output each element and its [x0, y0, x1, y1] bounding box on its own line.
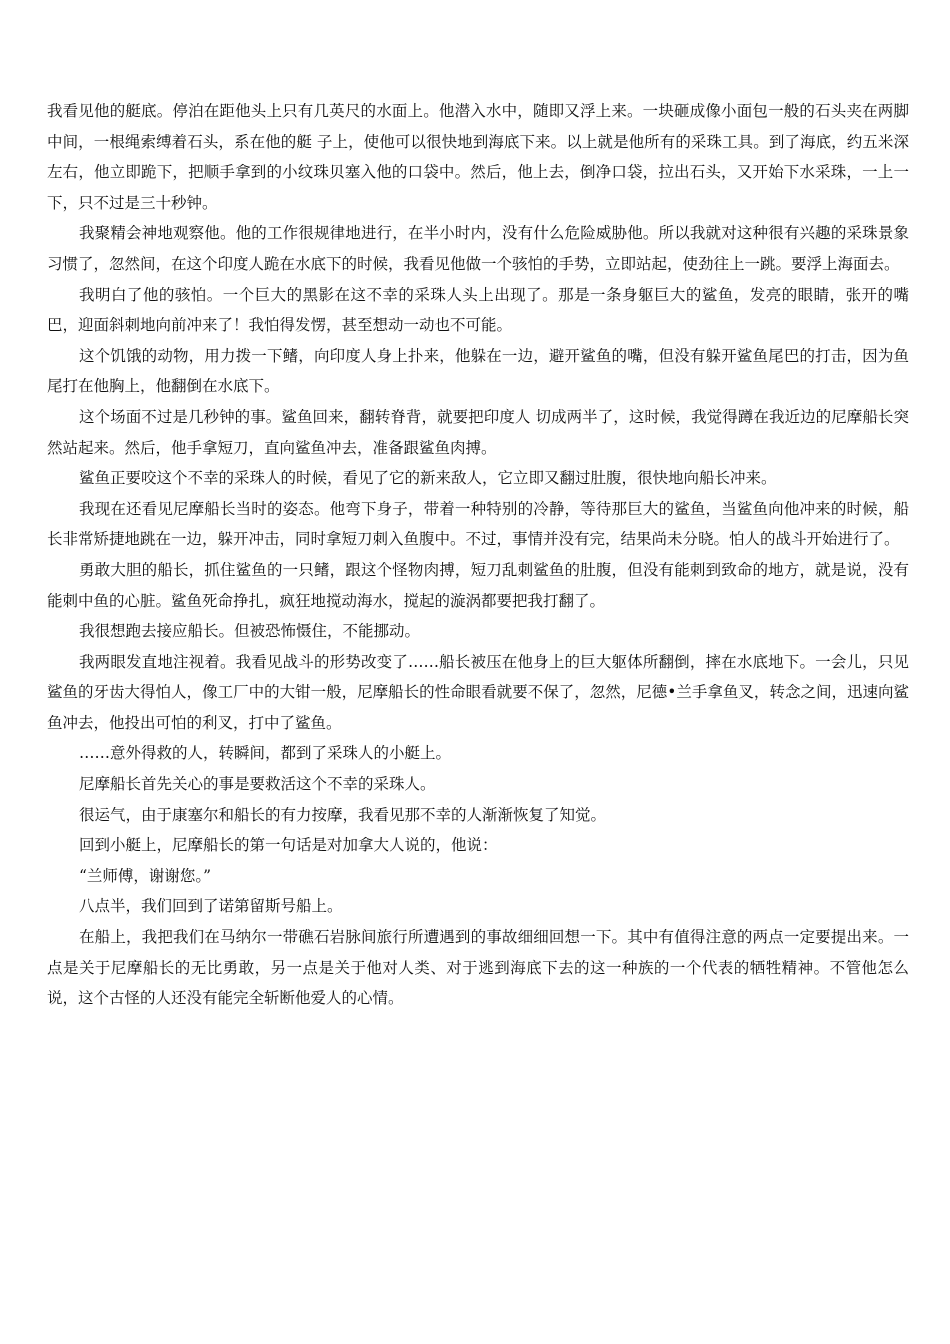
paragraph-10: 我两眼发直地注视着。我看见战斗的形势改变了……船长被压在他身上的巨大躯体所翻倒，摔在水底地下。一会儿，只见鲨鱼的牙齿大得怕人，像工厂中的大钳一般，尼摩船长的性命眼看就要不保了，忽然，尼德•兰手拿鱼叉，转念之间，迅速向鲨鱼冲去，他投出可怕的利叉，打中了鲨鱼。 [47, 652, 909, 732]
paragraph-15: “兰师傅，谢谢您。” [79, 866, 212, 885]
paragraph-8: 勇敢大胆的船长，抓住鲨鱼的一只鳍，跟这个怪物肉搏，短刀乱刺鲨鱼的肚腹，但没有能刺到致命的地方，就是说，没有能刺中鱼的心脏。鲨鱼死命挣扎，疯狂地搅动海水，搅起的漩涡都要把我打翻了。 [47, 560, 909, 610]
paragraph-6: 鲨鱼正要咬这个不幸的采珠人的时候，看见了它的新来敌人，它立即又翻过肚腹，很快地向船长冲来。 [79, 469, 777, 488]
paragraph-16: 八点半，我们回到了诺第留斯号船上。 [79, 897, 343, 916]
paragraph-11: ……意外得救的人，转瞬间，都到了采珠人的小艇上。 [79, 744, 452, 763]
paragraph-2: 我聚精会神地观察他。他的工作很规律地进行，在半小时内，没有什么危险威胁他。所以我就对这种很有兴趣的采珠景象习惯了，忽然间，在这个印度人跪在水底下的时候，我看见他做一个骇怕的手势，立即站起，使劲往上一跳。要浮上海面去。 [47, 224, 909, 273]
paragraph-4: 这个饥饿的动物，用力拨一下鳍，向印度人身上扑来，他躲在一边，避开鲨鱼的嘴，但没有躲开鲨鱼尾巴的打击，因为鱼尾打在他胸上，他翻倒在水底下。 [47, 346, 909, 396]
paragraph-1: 我看见他的艇底。停泊在距他头上只有几英尺的水面上。他潜入水中，随即又浮上来。一块砸成像小面包一般的石头夹在两脚中间，一根绳索缚着石头，系在他的艇 子上，使他可以很快地到海底下来。以上就是他所有的采珠工具。到了海底，约五米深左右，他立即跪下，把顺手拿到的小纹珠贝塞入他的口袋中。然后，他上去，倒净口袋，拉出石头，又开始下水采珠，一上一下，只不过是三十秒钟。 [47, 102, 909, 212]
document-body [47, 96, 909, 1014]
paragraph-9: 我很想跑去接应船长。但被恐怖慑住，不能挪动。 [79, 622, 421, 641]
paragraph-3: 我明白了他的骇怕。一个巨大的黑影在这不幸的采珠人头上出现了。那是一条身躯巨大的鲨鱼，发亮的眼睛，张开的嘴巴，迎面斜刺地向前冲来了！我怕得发愣，甚至想动一动也不可能。 [47, 285, 909, 335]
paragraph-5: 这个场面不过是几秒钟的事。鲨鱼回来，翻转脊背，就要把印度人 切成两半了，这时候，我觉得蹲在我近边的尼摩船长突然站起来。然后，他手拿短刀，直向鲨鱼冲去，准备跟鲨鱼肉搏。 [47, 407, 909, 457]
paragraph-13: 很运气，由于康塞尔和船长的有力按摩，我看见那不幸的人渐渐恢复了知觉。 [79, 805, 607, 824]
paragraph-7: 我现在还看见尼摩船长当时的姿态。他弯下身子，带着一种特别的冷静，等待那巨大的鲨鱼，当鲨鱼向他冲来的时候，船长非常矫捷地跳在一边，躲开冲击，同时拿短刀刺入鱼腹中。不过，事情并没有完，结果尚未分晓。怕人的战斗开始进行了。 [47, 499, 909, 549]
paragraph-17: 在船上，我把我们在马纳尔一带礁石岩脉间旅行所遭遇到的事故细细回想一下。其中有值得注意的两点一定要提出来。一点是关于尼摩船长的无比勇敢，另一点是关于他对人类、对于逃到海底下去的这一种族的一个代表的牺牲精神。不管他怎么说，这个古怪的人还没有能完全斩断他爱人的心情。 [47, 928, 909, 1008]
paragraph-14: 回到小艇上，尼摩船长的第一句话是对加拿大人说的，他说： [79, 836, 498, 855]
paragraph-12: 尼摩船长首先关心的事是要救活这个不幸的采珠人。 [79, 775, 436, 794]
